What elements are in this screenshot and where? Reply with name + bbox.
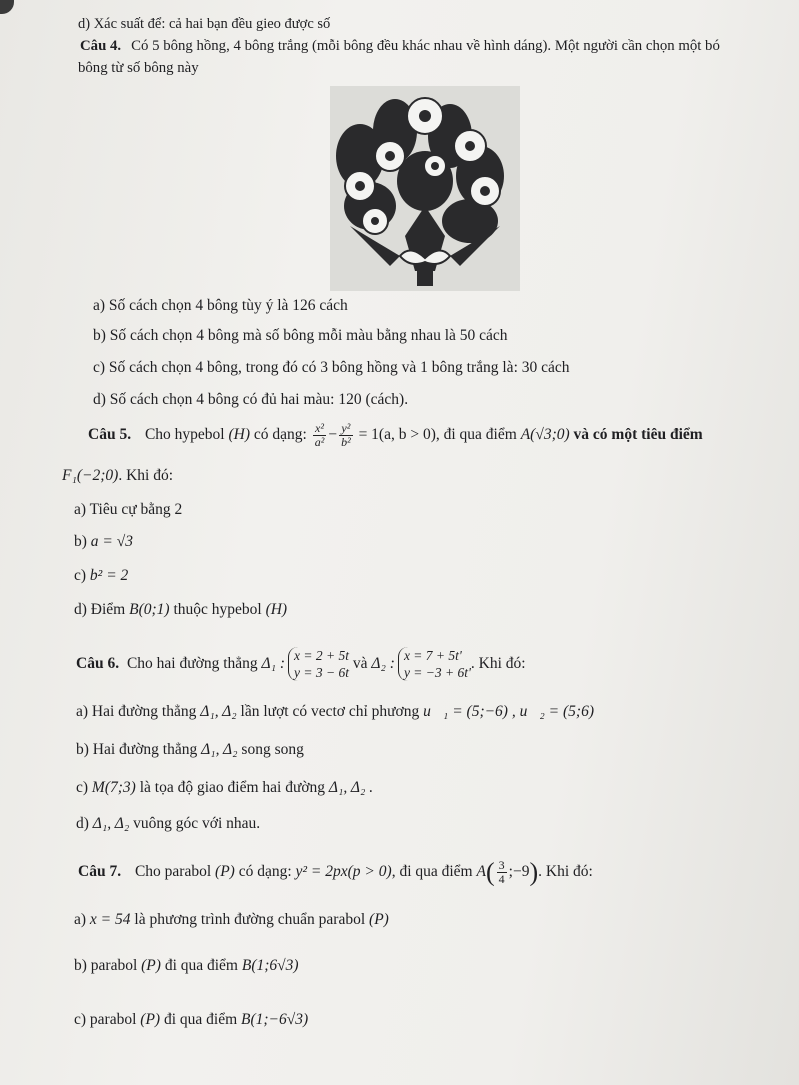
q7-b-name: (P) — [141, 957, 161, 974]
q6-option-b — [76, 740, 304, 760]
q6-a-pre: a) Hai đường thẳng — [76, 703, 197, 720]
q5-line1: Câu 5. Cho hypebol (H) có dạng: $\frac{\text{x²}}{\text{a²}}$ − $\frac{\text{y²}}{\text{b²}}$ = 1(a, b > 0), đi qua điểm A(√3;0) và có một tiêu điểm — [88, 421, 703, 449]
q5-d-post: thuộc hypebol — [173, 601, 262, 618]
q7-option-c — [74, 1010, 308, 1030]
q7-label: Câu 7. — [78, 863, 122, 880]
q6-b-pre: b) Hai đường thẳng — [76, 741, 198, 758]
q5-frac-y — [339, 422, 353, 449]
q5-focus-text: và có một tiêu điểm — [573, 426, 703, 444]
q6-d1-system — [288, 647, 349, 681]
q4-option-d: d) Số cách chọn 4 bông có đủ hai màu: 120 (cách). — [93, 391, 409, 408]
q4-text-1: Có 5 bông hồng, 4 bông trắng (mỗi bông đều khác nhau về hình dáng). Một người cần chọn một bó — [131, 38, 720, 54]
q6-option-d — [76, 814, 260, 834]
q7-a-post: là phương trình đường chuẩn parabol — [134, 911, 366, 928]
q5-option-b — [74, 532, 133, 552]
q7-c-point: B(1;−6√3) — [241, 1011, 309, 1028]
q7-pre: Cho parabol — [134, 863, 212, 880]
q6-a-mid: lần lượt có vectơ chỉ phương — [240, 703, 420, 720]
q5-khi-do: . Khi đó: — [118, 467, 173, 484]
q7-khi-do: . Khi đó: — [538, 863, 593, 880]
q5-a2: a² — [314, 435, 325, 449]
q7-equation: y² = 2px(p > 0) — [295, 863, 392, 880]
q6-b-lines: Δ₁, Δ₂ — [201, 741, 238, 758]
q5-b-label: b) — [74, 533, 87, 550]
q7-line1 — [78, 852, 593, 892]
q6-option-c — [76, 778, 373, 798]
q4-label: Câu 4. — [80, 38, 122, 54]
q7-mid: có dạng: — [238, 863, 292, 880]
q7-point-a-rest: ;−9 — [508, 863, 530, 880]
q6-c-post: là tọa độ giao điểm hai đường — [139, 779, 326, 796]
q7-a-name: (P) — [369, 911, 389, 928]
q6-a-lines: Δ₁, Δ₂ — [200, 703, 237, 720]
q7-point-a-den: 4 — [498, 871, 505, 886]
q6-d-post: vuông góc với nhau. — [133, 815, 261, 832]
q5-eq-rest: = 1(a, b > 0) — [358, 426, 436, 444]
flower-bouquet-illustration — [330, 86, 520, 291]
page-corner-shadow — [0, 0, 14, 14]
q4-line1 — [80, 36, 720, 56]
q5-y2: y² — [339, 422, 353, 436]
q6-d1-name: Δ₁ : — [261, 655, 286, 672]
q6-pre: Cho hai đường thẳng — [126, 655, 258, 672]
q7-option-a — [74, 910, 389, 930]
q7-name: (P) — [215, 863, 235, 880]
q7-b-pre: b) parabol — [74, 957, 138, 974]
q7-a-label: a) — [74, 911, 87, 928]
q4-option-a: a) Số cách chọn 4 bông tùy ý là 126 cách — [93, 297, 348, 314]
q6-a-vectors: u⃗₁ = (5;−6) , u⃗₂ = (5;6) — [423, 703, 594, 720]
q5-line2 — [62, 466, 173, 486]
q6-d-label: d) — [76, 815, 89, 832]
q4-text-2: bông từ số bông này — [78, 60, 199, 76]
q5-point-a: A(√3;0) — [520, 426, 570, 444]
prev-question-d: d) Xác suất để: cả hai bạn đều gieo được số — [78, 16, 331, 32]
q6-label: Câu 6. — [76, 655, 120, 672]
q6-d2-name: Δ₂ : — [371, 655, 395, 672]
q5-pre: Cho hypebol — [144, 426, 225, 444]
q6-line1 — [76, 646, 526, 682]
q6-d1-x: x = 2 + 5t — [294, 648, 350, 664]
q6-khi-do: . Khi đó: — [470, 655, 526, 672]
q5-d-name: (H) — [265, 601, 288, 618]
q7-point-a-num: 3 — [498, 857, 505, 872]
q5-b2: b² — [341, 435, 351, 449]
q7-a-eq: x = 54 — [89, 911, 131, 928]
q7-c-pre: c) parabol — [74, 1011, 137, 1028]
q5-d-pre: d) Điểm — [74, 601, 126, 618]
q6-c-point: M(7;3) — [91, 779, 136, 796]
q5-option-c — [74, 566, 128, 586]
q5-option-a: a) Tiêu cự bằng 2 — [74, 501, 183, 518]
q4-option-c: c) Số cách chọn 4 bông, trong đó có 3 bông hồng và 1 bông trắng là: 30 cách — [93, 359, 570, 376]
q5-c-label: c) — [74, 567, 87, 584]
q7-c-name: (P) — [140, 1011, 161, 1028]
q6-d2-x: x = 7 + 5t' — [403, 648, 462, 664]
q7-c-mid: đi qua điểm — [163, 1011, 238, 1028]
q6-option-a — [76, 702, 594, 722]
q6-d2-y: y = −3 + 6t' — [403, 665, 471, 681]
q7-b-point: B(1;6√3) — [241, 957, 299, 974]
q7-paren-open: ( — [485, 857, 495, 887]
q6-and: và — [352, 655, 368, 672]
q6-c-lines: Δ₁, Δ₂ . — [328, 779, 374, 796]
q6-c-label: c) — [76, 779, 89, 796]
q4-option-b: b) Số cách chọn 4 bông mà số bông mỗi màu bằng nhau là 50 cách — [93, 327, 508, 344]
q6-d2-system — [398, 647, 471, 681]
q7-through: , đi qua điểm — [391, 863, 473, 880]
q5-b-eq: a = √3 — [90, 533, 134, 550]
q5-frac-x — [313, 422, 327, 449]
q6-b-post: song song — [241, 741, 304, 758]
q5-name: (H) — [228, 426, 251, 444]
q6-d1-y: y = 3 − 6t — [294, 665, 350, 681]
q7-option-b — [74, 956, 299, 976]
q5-option-d — [74, 600, 287, 620]
q5-through: , đi qua điểm — [435, 426, 517, 444]
q5-mid: có dạng: — [253, 426, 307, 444]
q5-x2: x² — [313, 422, 327, 436]
q5-d-point: B(0;1) — [129, 601, 170, 618]
q7-b-mid: đi qua điểm — [164, 957, 238, 974]
q5-label: Câu 5. — [88, 426, 132, 444]
q5-focus: F₁(−2;0) — [62, 467, 119, 484]
q7-paren-close: ) — [529, 857, 539, 887]
q7-point-a-name: A — [476, 863, 486, 880]
q7-point-a-frac — [497, 859, 507, 886]
q6-d-lines: Δ₁, Δ₂ — [92, 815, 130, 832]
q5-c-eq: b² = 2 — [89, 567, 129, 584]
